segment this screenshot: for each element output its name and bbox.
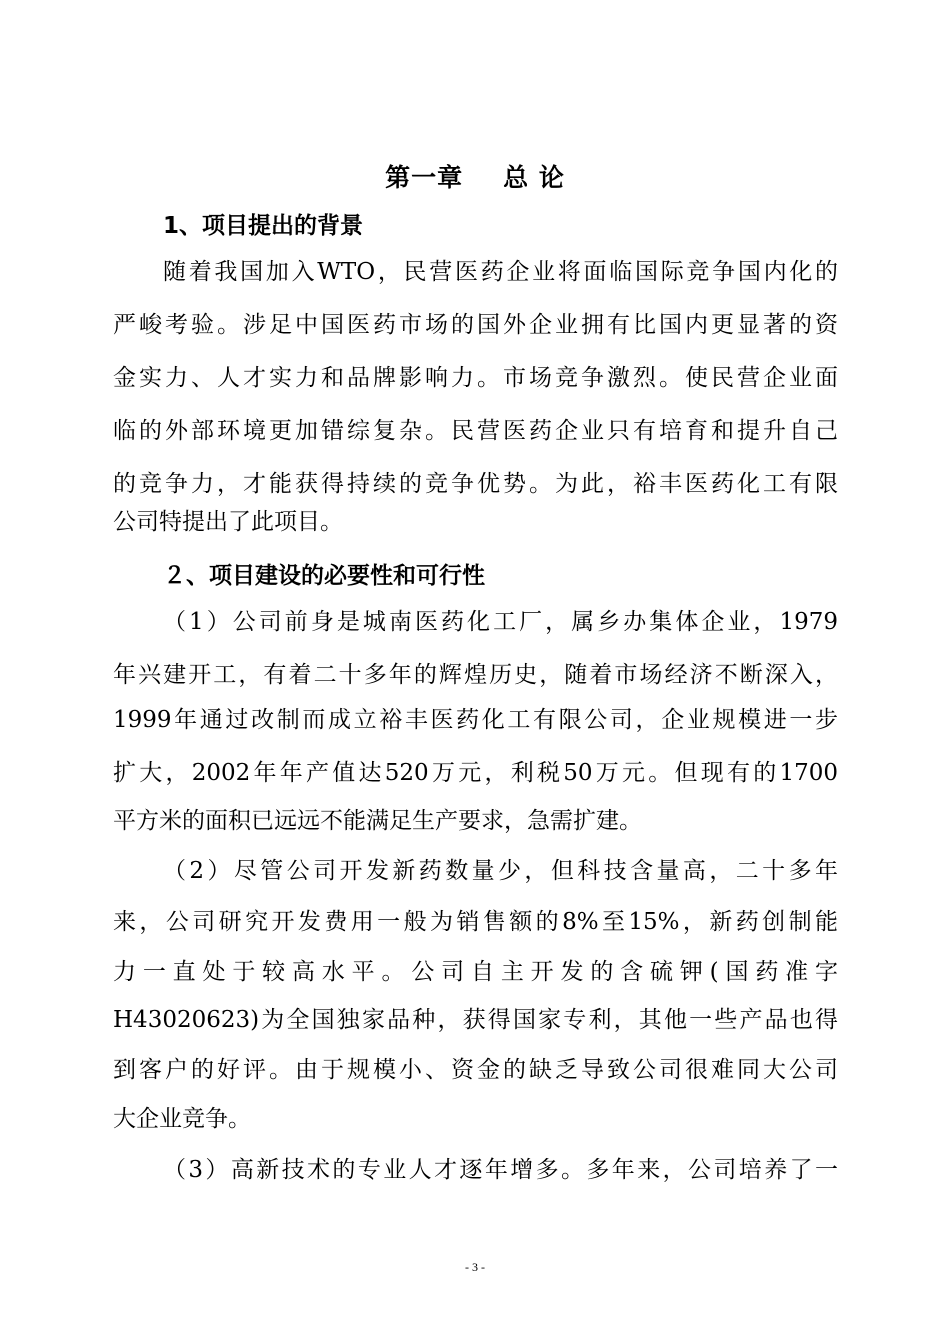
paragraph-line: 临的外部环境更加错综复杂。民营医药企业只有培育和提升自己 bbox=[113, 418, 838, 444]
paragraph-line: 力一直处于较高水平。公司自主开发的含硫钾(国药准字 bbox=[113, 959, 838, 985]
paragraph-line: 公司特提出了此项目。 bbox=[113, 509, 343, 535]
paragraph-line: 扩大，2002年年产值达520万元，利税50万元。但现有的1700 bbox=[113, 760, 838, 786]
page-number: - 3 - bbox=[465, 1260, 485, 1274]
paragraph-line: 平方米的面积已远远不能满足生产要求，急需扩建。 bbox=[113, 808, 642, 834]
chapter-number: 第一章 bbox=[385, 163, 464, 192]
paragraph-line: 的竞争力，才能获得持续的竞争优势。为此，裕丰医药化工有限 bbox=[113, 471, 838, 497]
paragraph-line: 随着我国加入WTO，民营医药企业将面临国际竞争国内化的 bbox=[163, 259, 838, 285]
paragraph-line: 到客户的好评。由于规模小、资金的缺乏导致公司很难同大公司 bbox=[113, 1057, 838, 1083]
section-heading-background: 1、项目提出的背景 bbox=[163, 213, 364, 239]
paragraph-line: 严峻考验。涉足中国医药市场的国外企业拥有比国内更显著的资 bbox=[113, 312, 838, 338]
paragraph-line: （3）高新技术的专业人才逐年增多。多年来，公司培养了一 bbox=[163, 1157, 838, 1183]
paragraph-line: 来，公司研究开发费用一般为销售额的8%至15%，新药创制能 bbox=[113, 909, 838, 935]
chapter-title bbox=[0, 158, 950, 194]
paragraph-line: H43020623)为全国独家品种，获得国家专利，其他一些产品也得 bbox=[113, 1007, 838, 1033]
paragraph-line: （2）尽管公司开发新药数量少，但科技含量高，二十多年 bbox=[163, 858, 838, 884]
chapter-name: 总 论 bbox=[503, 163, 565, 192]
paragraph-line: 大企业竞争。 bbox=[113, 1106, 251, 1132]
paragraph-line: 年兴建开工，有着二十多年的辉煌历史，随着市场经济不断深入， bbox=[113, 662, 838, 688]
section-heading-necessity: ２、项目建设的必要性和可行性 bbox=[163, 563, 485, 589]
paragraph-line: 1999年通过改制而成立裕丰医药化工有限公司，企业规模进一步 bbox=[113, 707, 838, 733]
paragraph-line: 金实力、人才实力和品牌影响力。市场竞争激烈。使民营企业面 bbox=[113, 365, 838, 391]
paragraph-line: （1）公司前身是城南医药化工厂，属乡办集体企业，1979 bbox=[163, 609, 838, 635]
